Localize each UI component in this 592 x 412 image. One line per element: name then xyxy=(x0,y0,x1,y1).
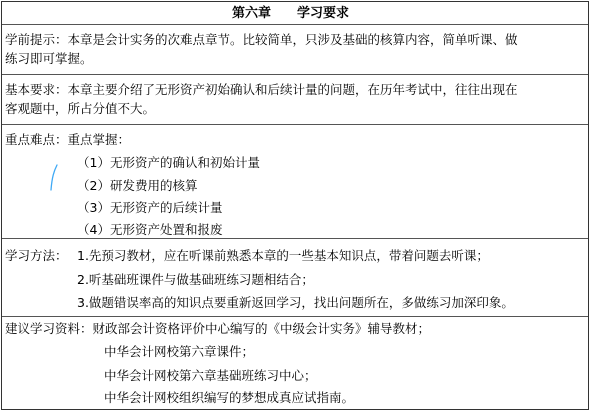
key-point-item: （1）无形资产的确认和初始计量 xyxy=(77,155,260,170)
requirements-line-1: 基本要求：本章主要介绍了无形资产初始确认和后续计量的问题，在历年考试中，往往出现在 xyxy=(5,82,518,97)
key-points-label: 重点难点：重点掌握： xyxy=(5,132,131,147)
key-point-item: （4）无形资产处置和报废 xyxy=(77,222,223,237)
requirements-table xyxy=(1,1,589,410)
material-item: 中华会计网校第六章课件； xyxy=(104,344,255,359)
method-item: 2.听基础班课件与做基础班练习题相结合； xyxy=(77,272,314,287)
method-item: 3.做题错误率高的知识点要重新返回学习，找出问题所在，多做练习加深印象。 xyxy=(77,295,514,310)
key-points-row xyxy=(2,125,588,239)
material-item: 中华会计网校组织编写的梦想成真应试指南。 xyxy=(104,390,355,405)
requirements-row xyxy=(2,75,588,125)
materials-line-1: 建议学习资料：财政部会计资格评价中心编写的《中级会计实务》辅导教材； xyxy=(5,321,431,336)
method-item: 1.先预习教材，应在听课前熟悉本章的一些基本知识点，带着问题去听课； xyxy=(77,248,489,263)
material-item: 中华会计网校第六章基础班练习中心； xyxy=(104,368,317,383)
key-point-item: （2）研发费用的核算 xyxy=(77,178,198,193)
title-row xyxy=(2,2,588,25)
key-point-item: （3）无形资产的后续计量 xyxy=(77,200,223,215)
tips-line-1: 学前提示：本章是会计实务的次难点章节。比较简单，只涉及基础的核算内容，简单听课、做 xyxy=(5,32,518,47)
methods-row xyxy=(2,239,588,317)
tips-row xyxy=(2,25,588,75)
requirements-line-2: 客观题中，所占分值不大。 xyxy=(5,101,156,116)
methods-label: 学习方法： xyxy=(5,248,68,263)
chapter-title: 第六章 学习要求 xyxy=(232,6,350,21)
materials-row xyxy=(2,317,588,409)
tips-line-2: 练习即可掌握。 xyxy=(5,51,93,66)
pen-mark-icon xyxy=(48,163,62,193)
